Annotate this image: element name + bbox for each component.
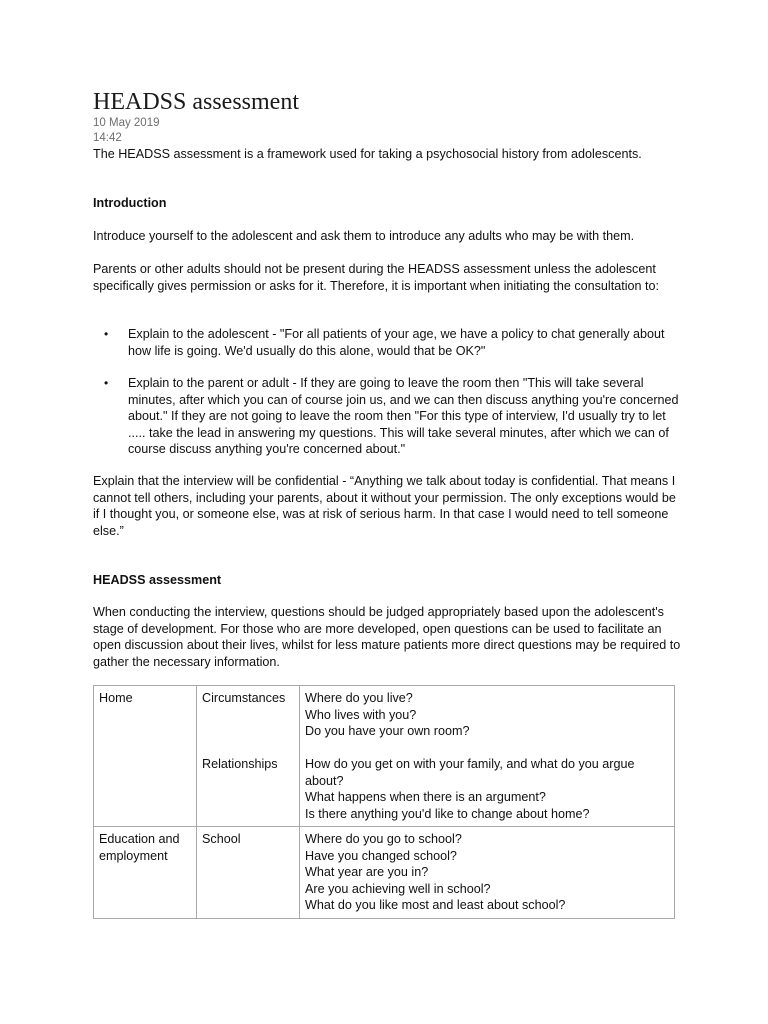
questions-cell: [300, 686, 675, 827]
table-row: [94, 827, 675, 919]
question: Who lives with you?: [305, 707, 417, 722]
question: Have you changed school?: [305, 848, 457, 863]
table-row: [94, 686, 675, 827]
question-group: [305, 756, 669, 822]
question: Is there anything you'd like to change about home?: [305, 806, 590, 821]
intro-sentence: The HEADSS assessment is a framework used for taking a psychosocial history from adolescents.: [93, 147, 642, 161]
headss-heading: HEADSS assessment: [93, 573, 222, 587]
headss-paragraph: When conducting the interview, questions should be judged appropriately based upon the adolescent's stage of development. For those who are more developed, open questions can be used to facilitate an open discussion about their lives, whilst for less mature patients more direct questions may be required to gather the necessary information.: [93, 605, 681, 669]
confidentiality-paragraph: Explain that the interview will be confidential - “Anything we talk about today is confidential. That means I cannot tell others, including your parents, about it without your permission. The only exceptions would be if I thought you, or someone else, was at risk of serious harm. In that case I would need to tell someone else.”: [93, 474, 676, 538]
page-date: 10 May 2019: [93, 117, 160, 129]
question: What happens when there is an argument?: [305, 790, 546, 804]
questions-cell: [300, 827, 675, 919]
bullet-icon: •: [104, 327, 109, 341]
question: What year are you in?: [305, 865, 429, 879]
question-group: [305, 831, 669, 914]
question: Are you achieving well in school?: [305, 881, 491, 896]
question: Where do you live?: [305, 691, 413, 705]
question: Do you have your own room?: [305, 724, 470, 738]
group-label: Relationships: [202, 757, 278, 771]
question: How do you get on with your family, and what do you argue about?: [305, 757, 635, 788]
label-cell: [197, 827, 300, 919]
page-time: 14:42: [93, 132, 122, 144]
label-cell: [197, 686, 300, 827]
domain-cell: Education and employment: [94, 827, 197, 919]
page-title: HEADSS assessment: [93, 89, 300, 115]
headss-table: [93, 685, 675, 919]
domain-cell: Home: [94, 686, 197, 827]
introduction-paragraph-1: Introduce yourself to the adolescent and ask them to introduce any adults who may be with them.: [93, 229, 635, 243]
group-label: School: [202, 832, 241, 846]
bullet-icon: •: [104, 376, 109, 390]
introduction-paragraph-2: Parents or other adults should not be present during the HEADSS assessment unless the adolescent specifically gives permission or asks for it. Therefore, it is important when initiating the consultation to:: [93, 262, 660, 293]
bullet-text: Explain to the parent or adult - If they are going to leave the room then "This will take several minutes, after which you can of course join us, and we can then discuss anything you're concerned about." If they are not going to leave the room then "For this type of interview, I'd usually try to let ..... take the lead in answering my questions. This will take several minutes, after which we can of course discuss anything you're concerned about.": [128, 376, 679, 456]
question-group: [305, 690, 669, 740]
question: What do you like most and least about school?: [305, 898, 566, 912]
introduction-heading: Introduction: [93, 196, 167, 210]
question: Where do you go to school?: [305, 832, 462, 846]
bullet-text: Explain to the adolescent - "For all patients of your age, we have a policy to chat generally about how life is going. We'd usually do this alone, would that be OK?": [128, 327, 665, 358]
group-label: Circumstances: [202, 691, 286, 705]
